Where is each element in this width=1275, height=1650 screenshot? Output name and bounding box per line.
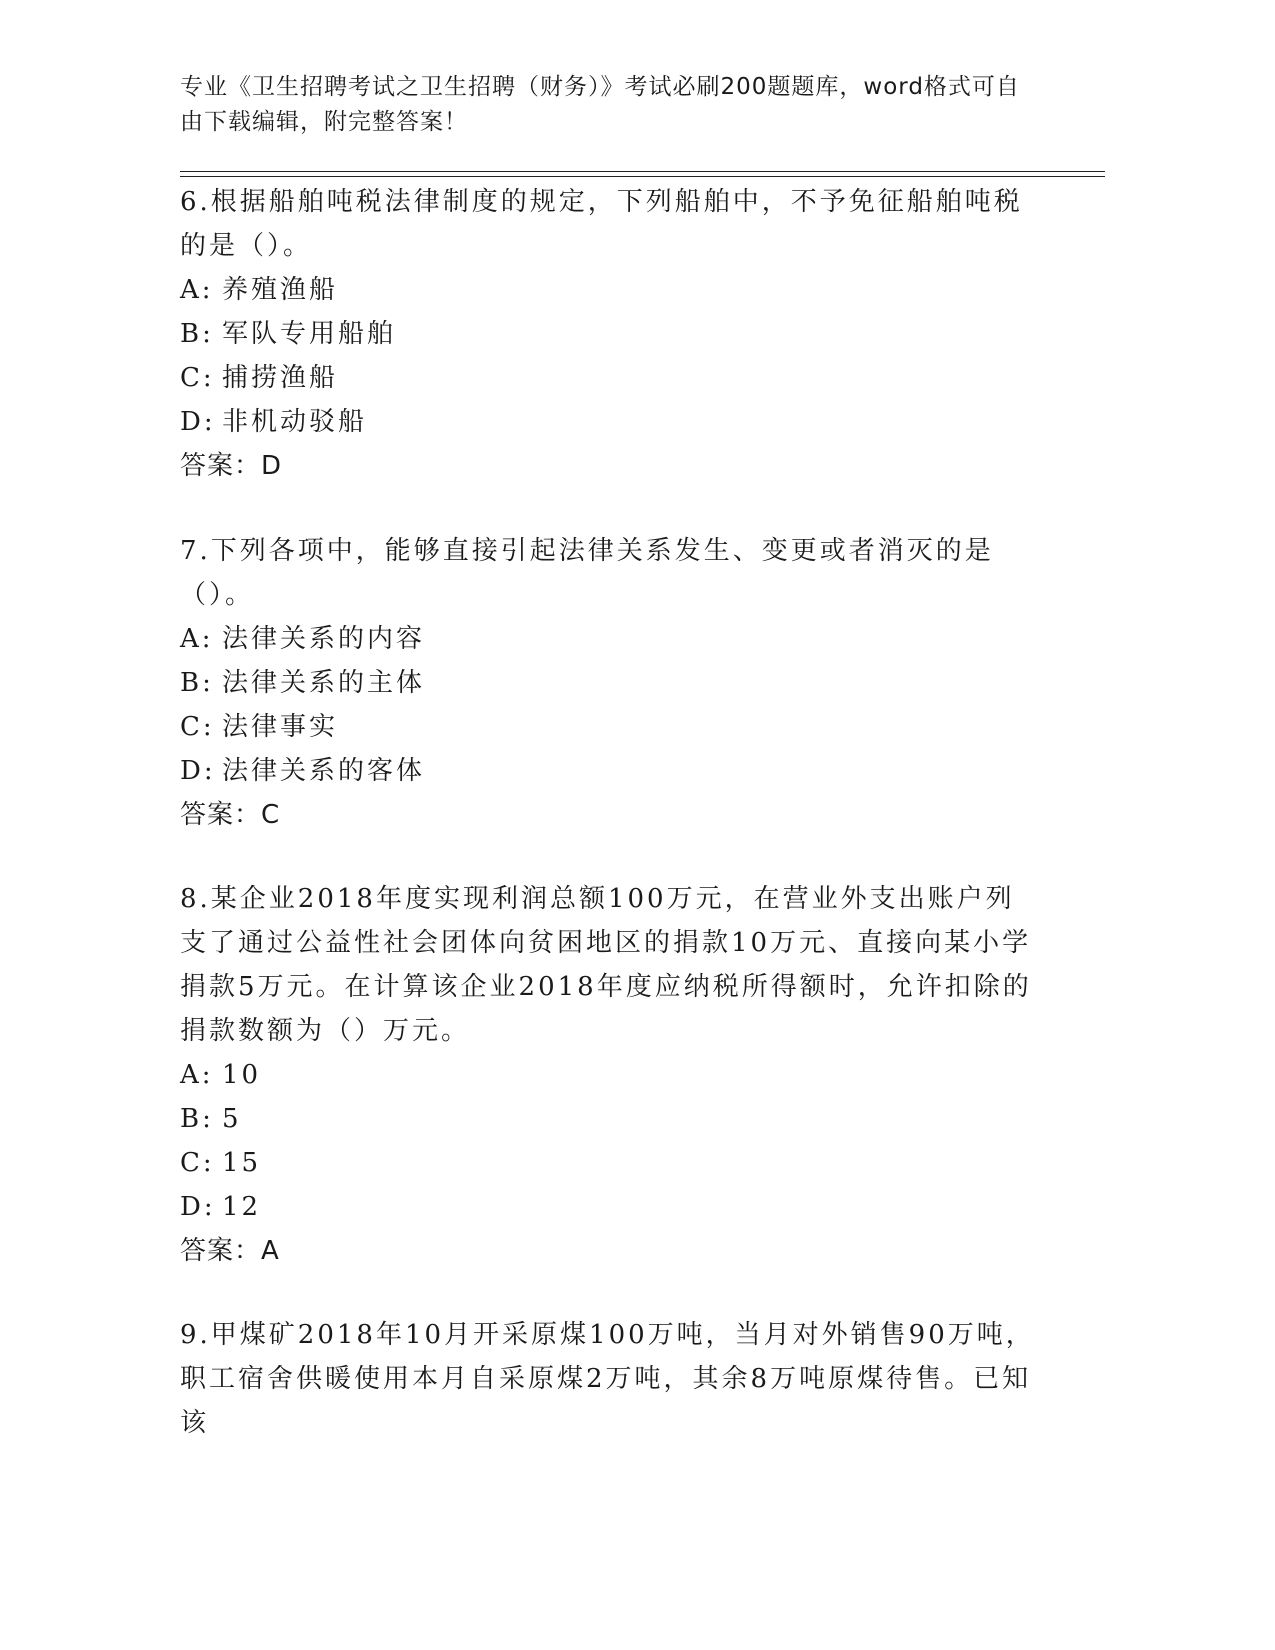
question-7 xyxy=(180,529,1040,837)
option-text: 法律事实 xyxy=(222,712,339,742)
option-c xyxy=(180,356,1040,400)
answer-line: 答案：A xyxy=(180,1236,280,1266)
option-text: 养殖渔船 xyxy=(222,275,339,305)
option-letter: B: xyxy=(180,319,214,349)
option-text: 非机动驳船 xyxy=(222,407,368,437)
header-divider-bottom xyxy=(180,176,1105,177)
option-b xyxy=(180,661,1040,705)
option-b xyxy=(180,312,1040,356)
question-6 xyxy=(180,180,1040,488)
option-c xyxy=(180,705,1040,749)
option-d xyxy=(180,400,1040,444)
option-letter: A: xyxy=(180,1060,214,1090)
option-text: 法律关系的内容 xyxy=(222,624,426,654)
question-stem: 6.根据船舶吨税法律制度的规定，下列船舶中，不予免征船舶吨税的是（）。 xyxy=(180,187,1023,261)
option-letter: D: xyxy=(180,1192,216,1222)
option-b xyxy=(180,1097,1040,1141)
option-d xyxy=(180,749,1040,793)
option-letter: C: xyxy=(180,1148,215,1178)
question-stem: 9.甲煤矿2018年10月开采原煤100万吨，当月对外销售90万吨，职工宿舍供暖使用本月自采原煤2万吨，其余8万吨原煤待售。已知该 xyxy=(180,1320,1035,1438)
question-stem: 7.下列各项中，能够直接引起法律关系发生、变更或者消灭的是（）。 xyxy=(180,536,994,610)
option-letter: A: xyxy=(180,624,214,654)
answer-line: 答案：D xyxy=(180,451,283,481)
option-a xyxy=(180,1053,1040,1097)
option-d xyxy=(180,1185,1040,1229)
option-text: 军队专用船舶 xyxy=(222,319,397,349)
option-letter: D: xyxy=(180,756,216,786)
question-8 xyxy=(180,877,1040,1273)
option-letter: C: xyxy=(180,712,215,742)
option-letter: B: xyxy=(180,1104,214,1134)
option-text: 法律关系的客体 xyxy=(222,756,426,786)
question-stem: 8.某企业2018年度实现利润总额100万元，在营业外支出账户列支了通过公益性社会团体向贫困地区的捐款10万元、直接向某小学捐款5万元。在计算该企业2018年度应纳税所得额时，允许扣除的捐款数额为（）万元。 xyxy=(180,884,1032,1046)
option-text: 15 xyxy=(222,1148,262,1178)
option-letter: C: xyxy=(180,363,215,393)
option-c xyxy=(180,1141,1040,1185)
document-header: 专业《卫生招聘考试之卫生招聘（财务）》考试必刷200题题库，word格式可自由下载编辑，附完整答案！ xyxy=(180,74,1020,135)
header-divider-top xyxy=(180,171,1105,172)
option-text: 捕捞渔船 xyxy=(222,363,339,393)
question-9 xyxy=(180,1313,1040,1445)
option-text: 5 xyxy=(222,1104,242,1134)
option-text: 12 xyxy=(222,1192,262,1222)
answer-line: 答案：C xyxy=(180,800,281,830)
option-text: 法律关系的主体 xyxy=(222,668,426,698)
option-a xyxy=(180,617,1040,661)
option-a xyxy=(180,268,1040,312)
option-text: 10 xyxy=(222,1060,262,1090)
option-letter: A: xyxy=(180,275,214,305)
option-letter: B: xyxy=(180,668,214,698)
option-letter: D: xyxy=(180,407,216,437)
